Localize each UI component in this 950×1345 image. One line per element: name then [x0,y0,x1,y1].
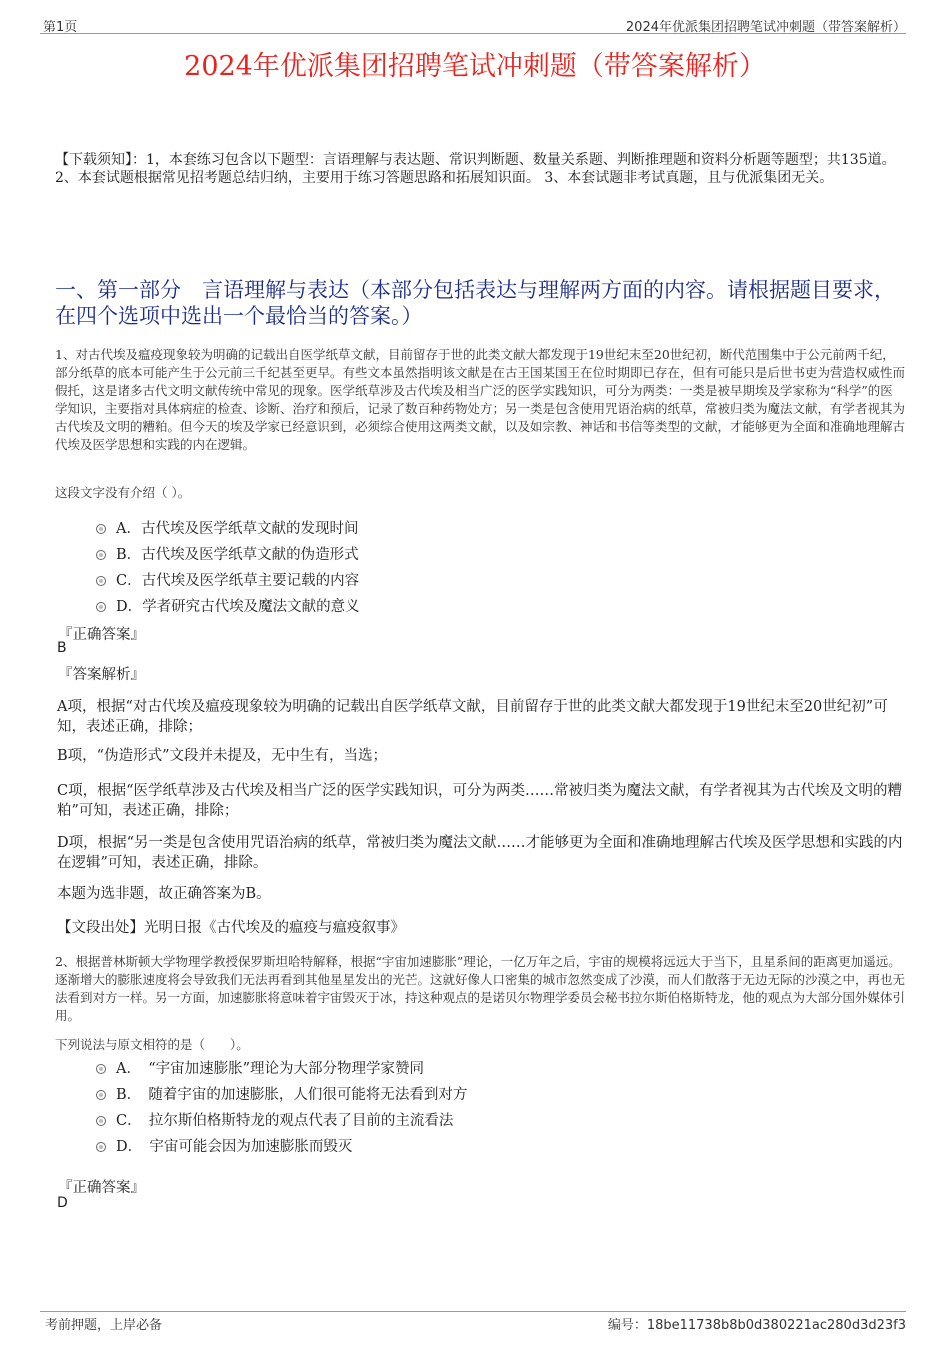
radio-icon[interactable] [96,1142,106,1152]
q1-option-b[interactable]: B．古代埃及医学纸草文献的伪造形式 [96,543,359,564]
question-2-stem: 下列说法与原文相符的是（ ）。 [55,1037,249,1052]
q2-option-a[interactable]: A． “宇宙加速膨胀”理论为大部分物理学家赞同 [96,1057,424,1078]
q1-conclusion: 本题为选非题，故正确答案为B。 [57,886,271,902]
q1-source: 【文段出处】光明日报《古代埃及的瘟疫与瘟疫叙事》 [57,920,405,936]
radio-icon[interactable] [96,550,106,560]
q1-analysis-b: B项，“伪造形式”文段并未提及，无中生有，当选； [57,748,387,764]
q2-option-c[interactable]: C． 拉尔斯伯格斯特龙的观点代表了目前的主流看法 [96,1109,453,1130]
header-divider [40,33,906,34]
radio-icon[interactable] [96,1116,106,1126]
q2-option-b[interactable]: B． 随着宇宙的加速膨胀，人们很可能将无法看到对方 [96,1083,467,1104]
radio-icon[interactable] [96,524,106,534]
section-heading: 一、第一部分 言语理解与表达（本部分包括表达与理解两方面的内容。请根据题目要求，在四个选项中选出一个最恰当的答案。） [55,278,895,328]
radio-icon[interactable] [96,1064,106,1074]
q1-option-c[interactable]: C．古代埃及医学纸草主要记载的内容 [96,569,359,590]
q2-answer: D [57,1195,68,1211]
q1-option-d[interactable]: D．学者研究古代埃及魔法文献的意义 [96,595,360,616]
radio-icon[interactable] [96,576,106,586]
download-notice: 【下载须知】：1，本套练习包含以下题型：言语理解与表达题、常识判断题、数量关系题、判断推理题和资料分析题等题型；共135道。 2、本套试题根据常见招考题总结归纳，主要用于练习答题思路和拓展知识面。 3、本套试题非考试真题，且与优派集团无关。 [55,152,896,186]
q1-option-a[interactable]: A．古代埃及医学纸草文献的发现时间 [96,517,358,538]
running-title: 2024年优派集团招聘笔试冲刺题（带答案解析） [625,20,906,35]
footer-divider [40,1311,906,1312]
footer-slogan: 考前押题，上岸必备 [45,1318,163,1333]
question-1-passage: 1、对古代埃及瘟疫现象较为明确的记载出自医学纸草文献，目前留存于世的此类文献大都发现于19世纪末至20世纪初，断代范围集中于公元前两千纪，部分纸草的底本可能产生于公元前三千纪甚至更早。有些文本虽然指明该文献是在古王国某国王在位时期即已存在，但有可能只是后世书吏为营造权威性而假托，这是诸多古代文明文献传统中常见的现象。医学纸草涉及古代埃及相当广泛的医学实践知识，可分为两类：一类是被早期埃及学家称为“科学”的医学知识，主要指对具体病症的检查、诊断、治疗和预后，记录了数百种药物处方；另一类是包含使用咒语治病的纸草，常被归类为魔法文献，有学者视其为古代埃及文明的糟粕。但今天的埃及学家已经意识到，必须综合使用这两类文献，以及如宗教、神话和书信等类型的文献，才能够更为全面和准确地理解古代埃及医学思想和实践的内在逻辑。 [55,347,906,452]
q2-answer-label: 『正确答案』 [58,1180,145,1196]
q1-analysis-d: D项，根据“另一类是包含使用咒语治病的纸草，常被归类为魔法文献……才能够更为全面和准确地理解古代埃及医学思想和实践的内在逻辑”可知，表述正确，排除。 [57,835,903,871]
q1-analysis-a: A项，根据“对古代埃及瘟疫现象较为明确的记载出自医学纸草文献，目前留存于世的此类文献大都发现于19世纪末至20世纪初”可知，表述正确，排除； [57,699,888,735]
q1-answer: B [57,640,67,656]
q1-answer-label: 『正确答案』 [58,627,145,643]
question-2-passage: 2、根据普林斯顿大学物理学教授保罗斯坦哈特解释，根据“宇宙加速膨胀”理论，一亿万年之后，宇宙的规模将远远大于当下，且星系间的距离更加遥远。逐渐增大的膨胀速度将会导致我们无法再看到其他星星发出的光芒。这就好像人口密集的城市忽然变成了沙漠，而人们散落于无边无际的沙漠之中，再也无法看到对方一样。另一方面，加速膨胀将意味着宇宙毁灭于冰，持这种观点的是诺贝尔物理学委员会秘书拉尔斯伯格斯特龙，他的观点为大部分国外媒体引用。 [55,954,906,1023]
question-1-stem: 这段文字没有介绍（ ）。 [55,485,191,500]
page-number: 第1页 [43,20,78,35]
q2-option-d[interactable]: D． 宇宙可能会因为加速膨胀而毁灭 [96,1135,352,1156]
radio-icon[interactable] [96,602,106,612]
q1-analysis-c: C项，根据“医学纸草涉及古代埃及相当广泛的医学实践知识，可分为两类……常被归类为魔法文献，有学者视其为古代埃及文明的糟粕”可知，表述正确，排除； [57,783,903,819]
document-title: 2024年优派集团招聘笔试冲刺题（带答案解析） [184,51,766,82]
radio-icon[interactable] [96,1090,106,1100]
document-code: 编号：18be11738b8b0d380221ac280d3d23f3 [607,1318,906,1333]
q1-analysis-label: 『答案解析』 [58,667,145,683]
